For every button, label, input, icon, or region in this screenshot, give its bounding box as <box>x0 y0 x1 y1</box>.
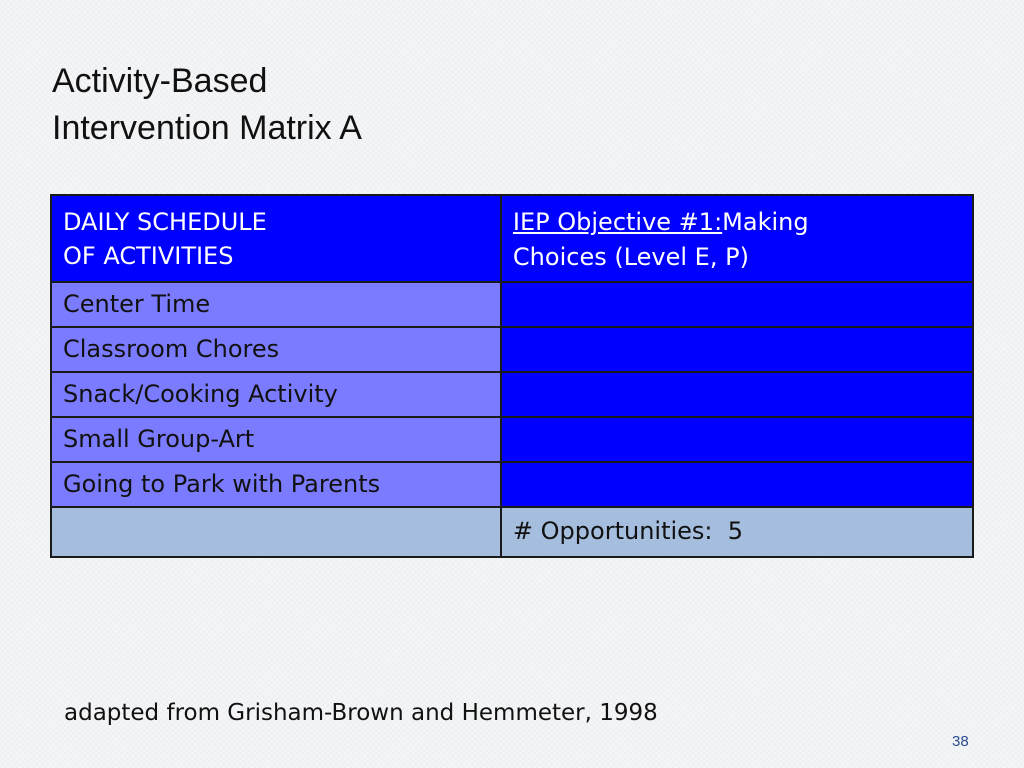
activity-cell: Snack/Cooking Activity <box>51 372 501 417</box>
header-schedule-line-1: DAILY SCHEDULE <box>63 208 267 236</box>
objective-entry-cell <box>501 417 973 462</box>
objective-entry-cell <box>501 327 973 372</box>
page-number: 38 <box>952 733 969 750</box>
header-objective-text: Making <box>722 208 809 236</box>
slide-title-line-2: Intervention Matrix A <box>52 109 362 147</box>
footer-empty-cell <box>51 507 501 557</box>
citation-text: adapted from Grisham-Brown and Hemmeter, 1998 <box>64 700 658 726</box>
slide-title <box>52 58 362 152</box>
opportunities-count-cell <box>501 507 973 557</box>
table-row <box>51 372 973 417</box>
header-schedule-cell <box>51 195 501 282</box>
intervention-matrix-table <box>50 194 974 558</box>
activity-cell: Classroom Chores <box>51 327 501 372</box>
opportunities-count-text: # Opportunities: 5 <box>512 517 744 545</box>
activity-cell: Center Time <box>51 282 501 327</box>
table-footer-row <box>51 507 973 557</box>
table-row <box>51 327 973 372</box>
objective-entry-cell <box>501 462 973 507</box>
objective-entry-cell <box>501 372 973 417</box>
table-row <box>51 417 973 462</box>
objective-entry-cell <box>501 282 973 327</box>
header-objective-cell <box>501 195 973 282</box>
iep-objective-link[interactable]: IEP Objective #1: <box>512 208 723 236</box>
activity-cell: Small Group-Art <box>51 417 501 462</box>
header-schedule-line-2: OF ACTIVITIES <box>63 242 234 270</box>
slide-title-line-1: Activity-Based <box>52 62 268 100</box>
header-objective-line-1 <box>513 205 961 240</box>
activity-cell: Going to Park with Parents <box>51 462 501 507</box>
header-objective-line-2: Choices (Level E, P) <box>512 243 749 271</box>
table-row <box>51 462 973 507</box>
table-row <box>51 282 973 327</box>
table-header-row <box>51 195 973 282</box>
